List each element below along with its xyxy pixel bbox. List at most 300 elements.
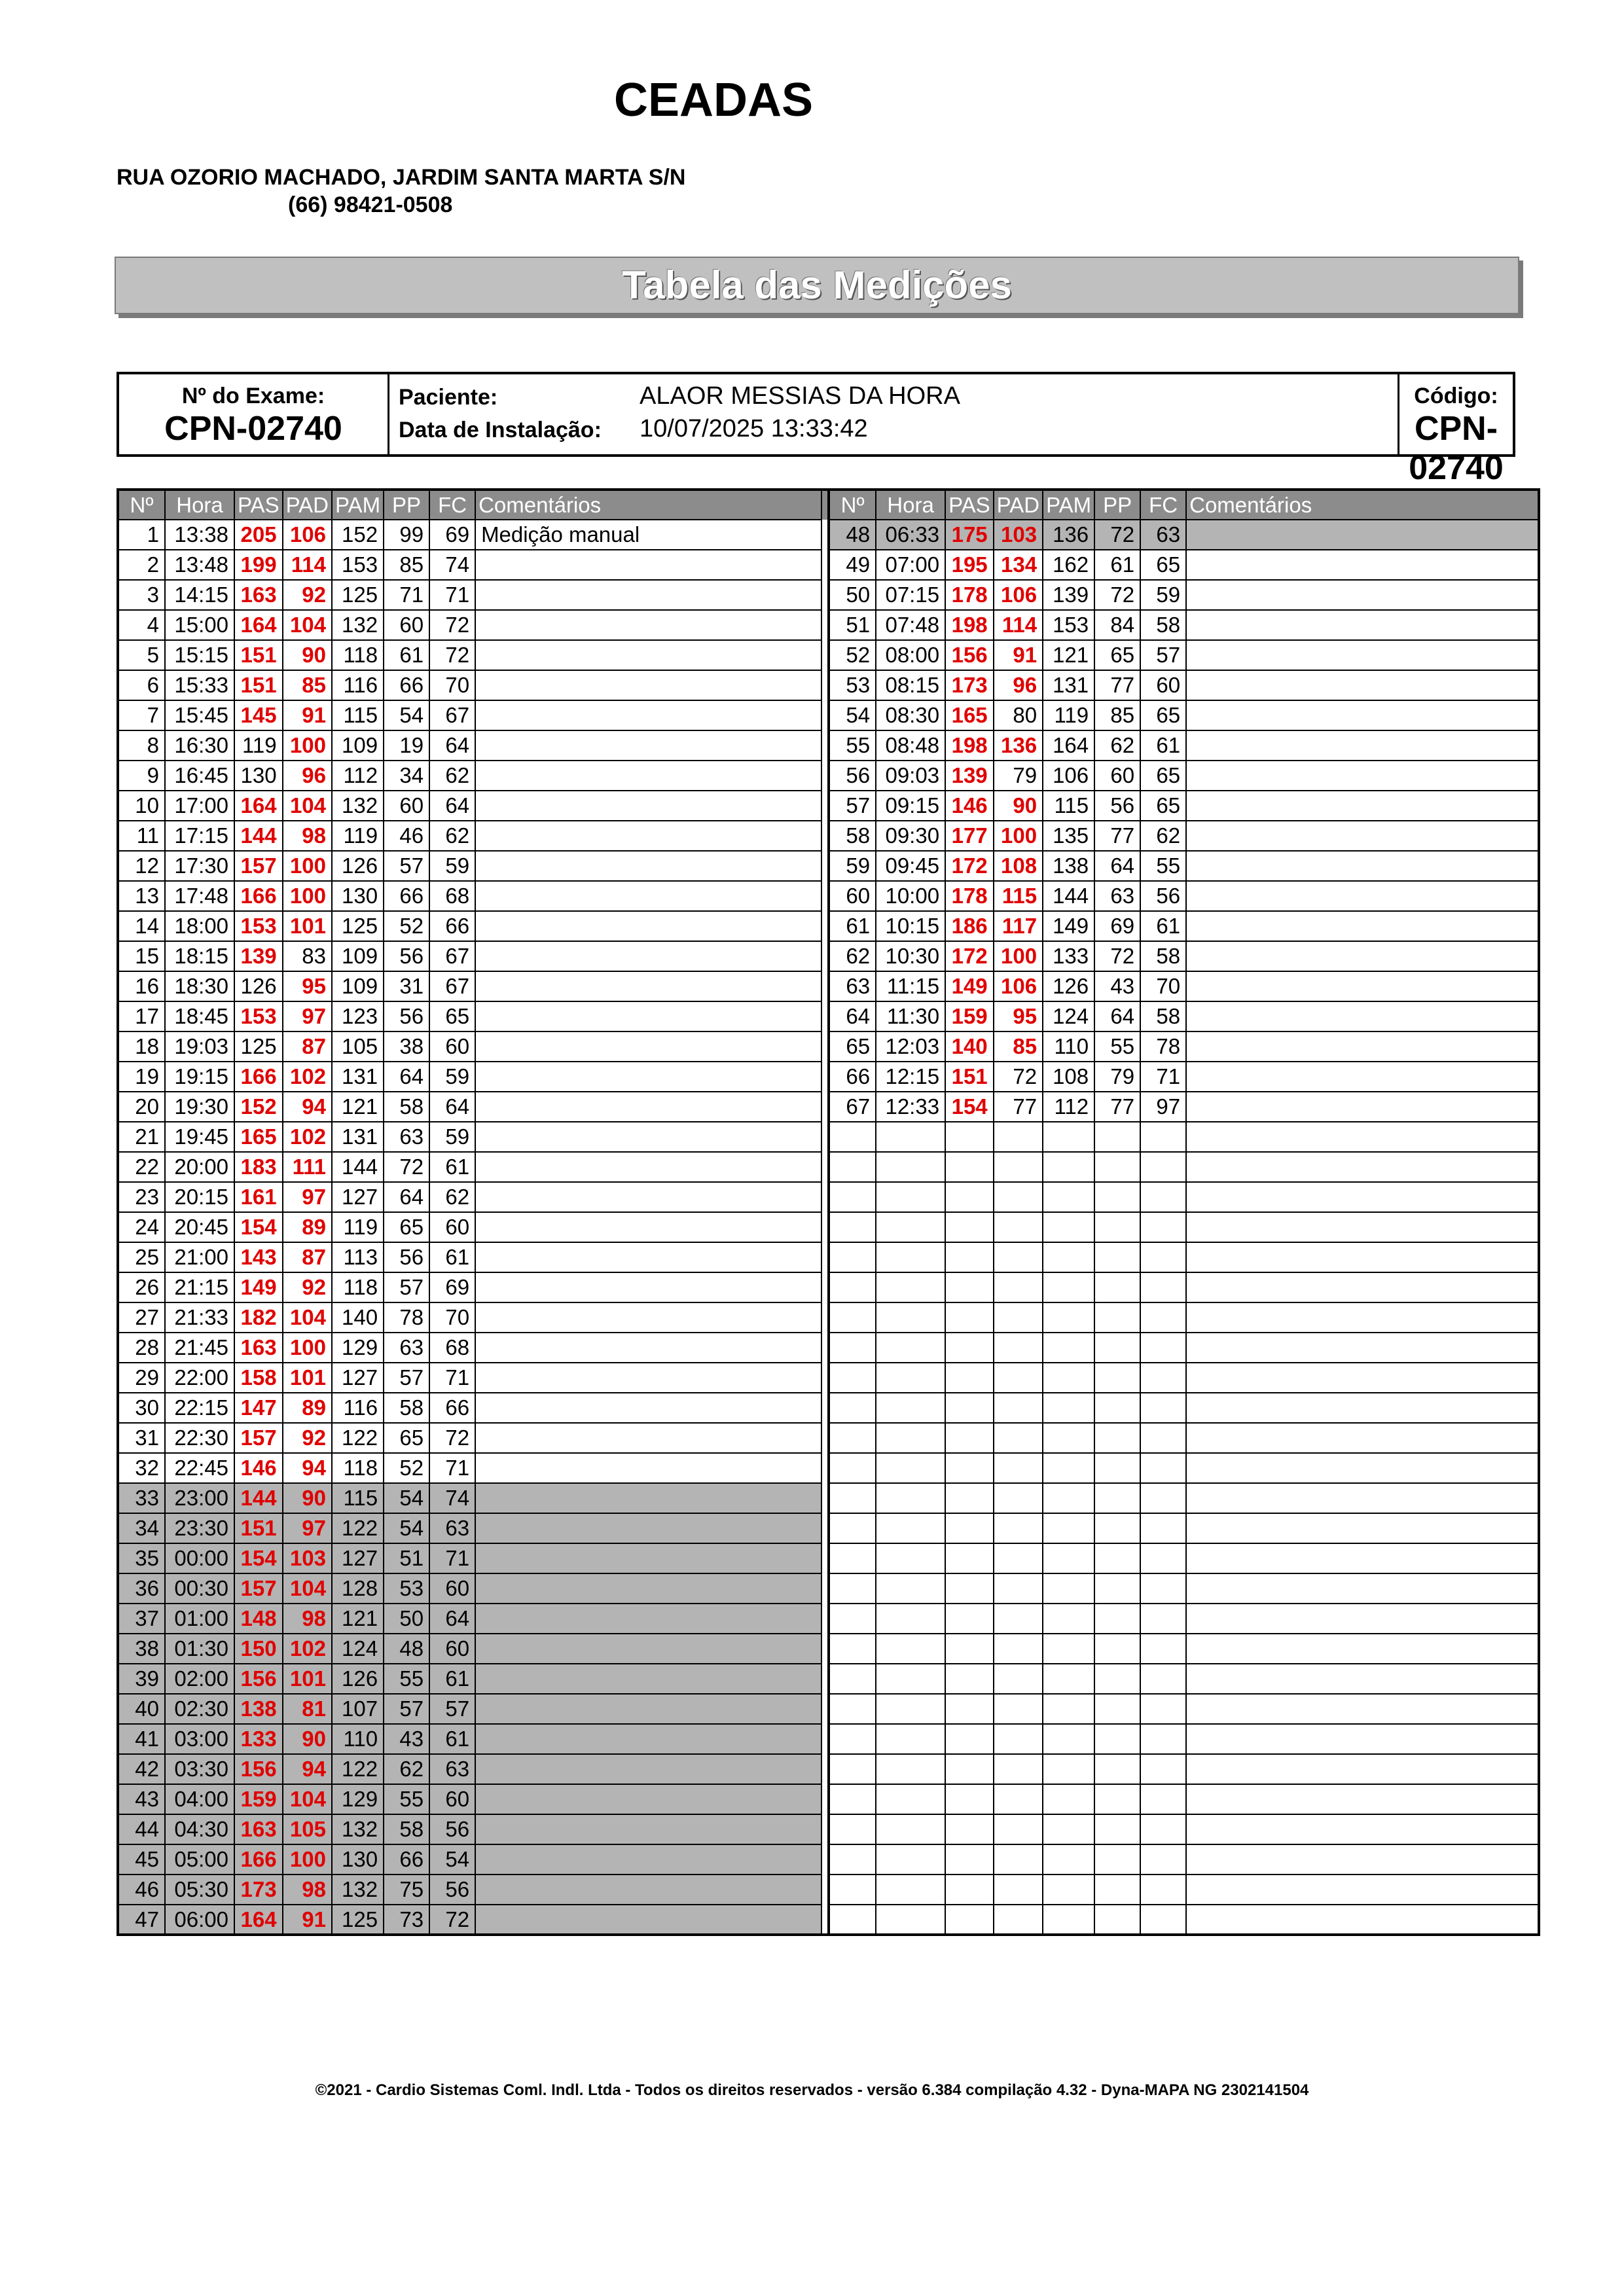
cell-pas: 159 xyxy=(234,1784,283,1814)
cell-comment xyxy=(1186,640,1539,670)
cell-pam: 112 xyxy=(1043,1092,1094,1122)
cell-time: 01:30 xyxy=(165,1634,234,1664)
cell-pas: 133 xyxy=(234,1724,283,1754)
cell-empty xyxy=(1094,1874,1140,1905)
cell-number: 24 xyxy=(118,1212,165,1242)
cell-number: 57 xyxy=(829,791,876,821)
cell-empty xyxy=(1094,1513,1140,1543)
cell-time: 22:30 xyxy=(165,1423,234,1453)
cell-empty xyxy=(1140,1634,1186,1664)
cell-pad: 85 xyxy=(283,670,332,700)
clinic-phone: (66) 98421-0508 xyxy=(288,192,453,217)
cell-time: 20:15 xyxy=(165,1182,234,1212)
cell-number: 25 xyxy=(118,1242,165,1272)
cell-empty xyxy=(1140,1513,1186,1543)
cell-empty xyxy=(1186,1814,1539,1844)
cell-fc: 58 xyxy=(1140,610,1186,640)
cell-pas: 153 xyxy=(234,1001,283,1031)
cell-comment xyxy=(475,580,821,610)
cell-fc: 61 xyxy=(429,1724,475,1754)
cell-empty xyxy=(1186,1423,1539,1453)
cell-pas: 178 xyxy=(945,580,994,610)
cell-pp: 72 xyxy=(384,1152,429,1182)
cell-fc: 71 xyxy=(1140,1062,1186,1092)
cell-empty xyxy=(876,1152,945,1182)
cell-comment xyxy=(475,851,821,881)
cell-time: 07:15 xyxy=(876,580,945,610)
cell-empty xyxy=(1140,1814,1186,1844)
cell-fc: 72 xyxy=(429,1905,475,1935)
cell-fc: 55 xyxy=(1140,851,1186,881)
cell-empty xyxy=(876,1423,945,1453)
cell-pad: 104 xyxy=(283,1784,332,1814)
cell-time: 14:15 xyxy=(165,580,234,610)
install-date-label: Data de Instalação: xyxy=(399,418,602,442)
cell-empty xyxy=(1043,1513,1094,1543)
cell-pp: 58 xyxy=(384,1393,429,1423)
cell-pas: 164 xyxy=(234,610,283,640)
column-header-number: Nº xyxy=(829,490,876,520)
cell-pp: 99 xyxy=(384,520,429,550)
cell-empty xyxy=(1094,1212,1140,1242)
column-gap xyxy=(821,1453,829,1483)
cell-pam: 127 xyxy=(332,1363,384,1393)
cell-fc: 74 xyxy=(429,550,475,580)
cell-pp: 57 xyxy=(384,851,429,881)
column-header-pad: PAD xyxy=(283,490,332,520)
cell-fc: 57 xyxy=(1140,640,1186,670)
cell-empty xyxy=(1140,1302,1186,1333)
cell-fc: 64 xyxy=(429,1092,475,1122)
cell-pad: 100 xyxy=(283,1333,332,1363)
table-row xyxy=(118,1844,1539,1874)
cell-time: 04:00 xyxy=(165,1784,234,1814)
cell-empty xyxy=(945,1724,994,1754)
cell-pas: 151 xyxy=(234,640,283,670)
cell-pas: 152 xyxy=(234,1092,283,1122)
cell-fc: 62 xyxy=(429,761,475,791)
column-gap xyxy=(821,550,829,580)
cell-pas: 198 xyxy=(945,610,994,640)
cell-empty xyxy=(945,1302,994,1333)
cell-number: 13 xyxy=(118,881,165,911)
cell-time: 01:00 xyxy=(165,1604,234,1634)
cell-pad: 105 xyxy=(283,1814,332,1844)
cell-pad: 114 xyxy=(283,550,332,580)
cell-comment xyxy=(1186,1062,1539,1092)
cell-pas: 157 xyxy=(234,1573,283,1604)
cell-number: 26 xyxy=(118,1272,165,1302)
cell-empty xyxy=(1186,1634,1539,1664)
cell-fc: 66 xyxy=(429,911,475,941)
cell-time: 12:03 xyxy=(876,1031,945,1062)
cell-comment xyxy=(475,1844,821,1874)
cell-time: 02:30 xyxy=(165,1694,234,1724)
cell-comment xyxy=(475,1634,821,1664)
cell-fc: 70 xyxy=(429,1302,475,1333)
cell-number: 48 xyxy=(829,520,876,550)
cell-empty xyxy=(1140,1844,1186,1874)
cell-empty xyxy=(876,1272,945,1302)
cell-empty xyxy=(994,1212,1043,1242)
table-row xyxy=(118,1242,1539,1272)
cell-fc: 66 xyxy=(429,1393,475,1423)
cell-pam: 152 xyxy=(332,520,384,550)
column-header-fc: FC xyxy=(1140,490,1186,520)
cell-number: 28 xyxy=(118,1333,165,1363)
cell-empty xyxy=(1140,1242,1186,1272)
table-row xyxy=(118,1573,1539,1604)
cell-fc: 71 xyxy=(429,1543,475,1573)
cell-empty xyxy=(829,1152,876,1182)
cell-empty xyxy=(1043,1272,1094,1302)
cell-pp: 84 xyxy=(1094,610,1140,640)
table-row xyxy=(118,640,1539,670)
cell-time: 04:30 xyxy=(165,1814,234,1844)
cell-empty xyxy=(994,1182,1043,1212)
column-gap xyxy=(821,1423,829,1453)
cell-comment xyxy=(475,881,821,911)
cell-empty xyxy=(1140,1694,1186,1724)
cell-empty xyxy=(876,1212,945,1242)
cell-empty xyxy=(994,1363,1043,1393)
cell-comment xyxy=(1186,1001,1539,1031)
cell-pam: 135 xyxy=(1043,821,1094,851)
install-date-value: 10/07/2025 13:33:42 xyxy=(640,415,868,442)
cell-empty xyxy=(1186,1724,1539,1754)
cell-pam: 164 xyxy=(1043,730,1094,761)
cell-pp: 51 xyxy=(384,1543,429,1573)
cell-pam: 119 xyxy=(1043,700,1094,730)
cell-pas: 195 xyxy=(945,550,994,580)
cell-pp: 58 xyxy=(384,1092,429,1122)
column-gap xyxy=(821,851,829,881)
cell-pas: 151 xyxy=(234,670,283,700)
cell-fc: 60 xyxy=(1140,670,1186,700)
cell-pp: 64 xyxy=(384,1182,429,1212)
cell-time: 22:45 xyxy=(165,1453,234,1483)
column-gap xyxy=(821,1513,829,1543)
cell-empty xyxy=(1186,1874,1539,1905)
cell-comment xyxy=(475,971,821,1001)
table-row xyxy=(118,1724,1539,1754)
code-label: Código: xyxy=(1414,384,1498,408)
column-gap xyxy=(821,730,829,761)
column-gap xyxy=(821,1814,829,1844)
cell-empty xyxy=(1094,1724,1140,1754)
cell-number: 53 xyxy=(829,670,876,700)
cell-number: 21 xyxy=(118,1122,165,1152)
table-row xyxy=(118,1393,1539,1423)
cell-empty xyxy=(1186,1905,1539,1935)
column-gap xyxy=(821,1573,829,1604)
cell-empty xyxy=(945,1844,994,1874)
cell-pas: 148 xyxy=(234,1604,283,1634)
cell-comment xyxy=(475,1724,821,1754)
cell-pp: 53 xyxy=(384,1573,429,1604)
cell-pas: 159 xyxy=(945,1001,994,1031)
cell-empty xyxy=(1043,1754,1094,1784)
cell-pp: 60 xyxy=(384,791,429,821)
cell-empty xyxy=(1186,1483,1539,1513)
cell-number: 54 xyxy=(829,700,876,730)
cell-fc: 64 xyxy=(429,791,475,821)
cell-pas: 163 xyxy=(234,1333,283,1363)
cell-comment xyxy=(475,1453,821,1483)
cell-pam: 106 xyxy=(1043,761,1094,791)
cell-pam: 115 xyxy=(1043,791,1094,821)
cell-number: 46 xyxy=(118,1874,165,1905)
cell-time: 20:45 xyxy=(165,1212,234,1242)
column-gap xyxy=(821,1122,829,1152)
cell-comment xyxy=(475,1573,821,1604)
cell-pam: 122 xyxy=(332,1754,384,1784)
cell-empty xyxy=(829,1483,876,1513)
cell-pas: 182 xyxy=(234,1302,283,1333)
cell-comment xyxy=(475,1242,821,1272)
cell-empty xyxy=(829,1573,876,1604)
cell-empty xyxy=(1140,1333,1186,1363)
cell-pam: 125 xyxy=(332,1905,384,1935)
cell-fc: 57 xyxy=(429,1694,475,1724)
cell-empty xyxy=(1186,1393,1539,1423)
cell-fc: 59 xyxy=(429,1122,475,1152)
cell-pam: 115 xyxy=(332,1483,384,1513)
cell-pp: 55 xyxy=(384,1664,429,1694)
column-gap xyxy=(821,911,829,941)
cell-pad: 134 xyxy=(994,550,1043,580)
cell-fc: 59 xyxy=(429,851,475,881)
column-gap xyxy=(821,1363,829,1393)
table-row xyxy=(118,580,1539,610)
cell-pam: 140 xyxy=(332,1302,384,1333)
cell-number: 47 xyxy=(118,1905,165,1935)
cell-empty xyxy=(1094,1694,1140,1724)
cell-empty xyxy=(1186,1543,1539,1573)
cell-comment xyxy=(475,1814,821,1844)
cell-pp: 46 xyxy=(384,821,429,851)
cell-pas: 161 xyxy=(234,1182,283,1212)
cell-comment xyxy=(475,640,821,670)
cell-comment xyxy=(475,1031,821,1062)
cell-pas: 198 xyxy=(945,730,994,761)
cell-number: 52 xyxy=(829,640,876,670)
cell-time: 09:15 xyxy=(876,791,945,821)
cell-number: 9 xyxy=(118,761,165,791)
cell-number: 58 xyxy=(829,821,876,851)
cell-empty xyxy=(876,1754,945,1784)
cell-empty xyxy=(1094,1242,1140,1272)
cell-empty xyxy=(1094,1453,1140,1483)
cell-pad: 101 xyxy=(283,1664,332,1694)
cell-time: 15:00 xyxy=(165,610,234,640)
cell-fc: 72 xyxy=(429,610,475,640)
cell-time: 18:30 xyxy=(165,971,234,1001)
cell-pp: 54 xyxy=(384,700,429,730)
cell-comment xyxy=(1186,580,1539,610)
cell-pad: 94 xyxy=(283,1754,332,1784)
cell-time: 06:00 xyxy=(165,1905,234,1935)
cell-number: 39 xyxy=(118,1664,165,1694)
column-gap xyxy=(821,971,829,1001)
exam-number-label: Nº do Exame: xyxy=(181,384,325,408)
cell-number: 3 xyxy=(118,580,165,610)
cell-comment xyxy=(1186,550,1539,580)
cell-fc: 54 xyxy=(429,1844,475,1874)
cell-pp: 31 xyxy=(384,971,429,1001)
cell-empty xyxy=(876,1302,945,1333)
cell-empty xyxy=(1094,1844,1140,1874)
cell-empty xyxy=(876,1543,945,1573)
cell-empty xyxy=(945,1242,994,1272)
table-row xyxy=(118,1423,1539,1453)
cell-pad: 80 xyxy=(994,700,1043,730)
cell-number: 35 xyxy=(118,1543,165,1573)
cell-pas: 154 xyxy=(234,1543,283,1573)
cell-comment xyxy=(475,1182,821,1212)
cell-empty xyxy=(829,1272,876,1302)
cell-fc: 68 xyxy=(429,1333,475,1363)
cell-fc: 65 xyxy=(1140,550,1186,580)
cell-empty xyxy=(1043,1393,1094,1423)
cell-pp: 73 xyxy=(384,1905,429,1935)
cell-empty xyxy=(1094,1363,1140,1393)
cell-time: 06:33 xyxy=(876,520,945,550)
column-header-fc: FC xyxy=(429,490,475,520)
cell-pas: 172 xyxy=(945,851,994,881)
cell-empty xyxy=(945,1754,994,1784)
cell-time: 15:33 xyxy=(165,670,234,700)
cell-pad: 100 xyxy=(283,730,332,761)
cell-fc: 65 xyxy=(1140,761,1186,791)
cell-pam: 118 xyxy=(332,1453,384,1483)
cell-empty xyxy=(945,1483,994,1513)
cell-pp: 66 xyxy=(384,670,429,700)
cell-fc: 68 xyxy=(429,881,475,911)
cell-empty xyxy=(876,1182,945,1212)
cell-empty xyxy=(1043,1905,1094,1935)
cell-fc: 58 xyxy=(1140,941,1186,971)
cell-pp: 64 xyxy=(384,1062,429,1092)
column-header-pas: PAS xyxy=(945,490,994,520)
cell-pad: 90 xyxy=(994,791,1043,821)
cell-empty xyxy=(994,1573,1043,1604)
table-row xyxy=(118,550,1539,580)
cell-comment xyxy=(475,1333,821,1363)
cell-pas: 157 xyxy=(234,1423,283,1453)
cell-empty xyxy=(1140,1543,1186,1573)
cell-comment xyxy=(475,670,821,700)
cell-time: 07:48 xyxy=(876,610,945,640)
cell-pp: 57 xyxy=(384,1363,429,1393)
cell-pp: 78 xyxy=(384,1302,429,1333)
cell-time: 13:38 xyxy=(165,520,234,550)
cell-pad: 97 xyxy=(283,1001,332,1031)
cell-pad: 91 xyxy=(994,640,1043,670)
cell-pp: 72 xyxy=(1094,520,1140,550)
cell-fc: 61 xyxy=(429,1152,475,1182)
column-gap xyxy=(821,610,829,640)
cell-pad: 90 xyxy=(283,1724,332,1754)
cell-empty xyxy=(945,1543,994,1573)
cell-empty xyxy=(994,1152,1043,1182)
cell-comment xyxy=(1186,670,1539,700)
cell-fc: 63 xyxy=(429,1513,475,1543)
cell-pp: 66 xyxy=(384,881,429,911)
cell-empty xyxy=(1140,1182,1186,1212)
cell-empty xyxy=(1140,1122,1186,1152)
cell-time: 08:15 xyxy=(876,670,945,700)
cell-number: 2 xyxy=(118,550,165,580)
cell-number: 14 xyxy=(118,911,165,941)
cell-empty xyxy=(876,1363,945,1393)
cell-pp: 58 xyxy=(384,1814,429,1844)
table-row xyxy=(118,1333,1539,1363)
cell-empty xyxy=(1043,1814,1094,1844)
cell-pp: 64 xyxy=(1094,851,1140,881)
cell-empty xyxy=(876,1604,945,1634)
cell-pad: 91 xyxy=(283,700,332,730)
exam-number-cell xyxy=(119,374,389,454)
cell-fc: 59 xyxy=(1140,580,1186,610)
cell-pad: 111 xyxy=(283,1152,332,1182)
cell-empty xyxy=(1094,1152,1140,1182)
column-gap xyxy=(821,1483,829,1513)
cell-empty xyxy=(1186,1242,1539,1272)
cell-empty xyxy=(1186,1272,1539,1302)
code-cell xyxy=(1399,374,1513,487)
cell-empty xyxy=(945,1664,994,1694)
cell-pam: 144 xyxy=(332,1152,384,1182)
exam-info-box xyxy=(117,372,1515,487)
column-gap xyxy=(821,700,829,730)
cell-time: 22:00 xyxy=(165,1363,234,1393)
cell-empty xyxy=(876,1724,945,1754)
cell-empty xyxy=(1043,1333,1094,1363)
cell-pam: 109 xyxy=(332,941,384,971)
cell-number: 6 xyxy=(118,670,165,700)
cell-time: 00:00 xyxy=(165,1543,234,1573)
cell-empty xyxy=(1094,1393,1140,1423)
cell-pp: 52 xyxy=(384,1453,429,1483)
cell-pad: 98 xyxy=(283,821,332,851)
cell-fc: 61 xyxy=(429,1242,475,1272)
cell-comment: Medição manual xyxy=(475,520,821,550)
cell-pad: 87 xyxy=(283,1242,332,1272)
cell-empty xyxy=(1140,1573,1186,1604)
cell-pas: 158 xyxy=(234,1363,283,1393)
cell-empty xyxy=(1140,1754,1186,1784)
cell-pas: 154 xyxy=(945,1092,994,1122)
cell-number: 18 xyxy=(118,1031,165,1062)
column-gap xyxy=(821,1302,829,1333)
cell-comment xyxy=(1186,730,1539,761)
column-gap xyxy=(821,520,829,550)
cell-empty xyxy=(829,1664,876,1694)
cell-pas: 146 xyxy=(234,1453,283,1483)
cell-empty xyxy=(829,1634,876,1664)
cell-empty xyxy=(1043,1664,1094,1694)
cell-time: 19:30 xyxy=(165,1092,234,1122)
cell-pad: 103 xyxy=(283,1543,332,1573)
column-gap xyxy=(821,1333,829,1363)
cell-pam: 127 xyxy=(332,1543,384,1573)
cell-empty xyxy=(1186,1212,1539,1242)
cell-number: 4 xyxy=(118,610,165,640)
cell-fc: 56 xyxy=(429,1814,475,1844)
cell-number: 17 xyxy=(118,1001,165,1031)
cell-comment xyxy=(1186,971,1539,1001)
